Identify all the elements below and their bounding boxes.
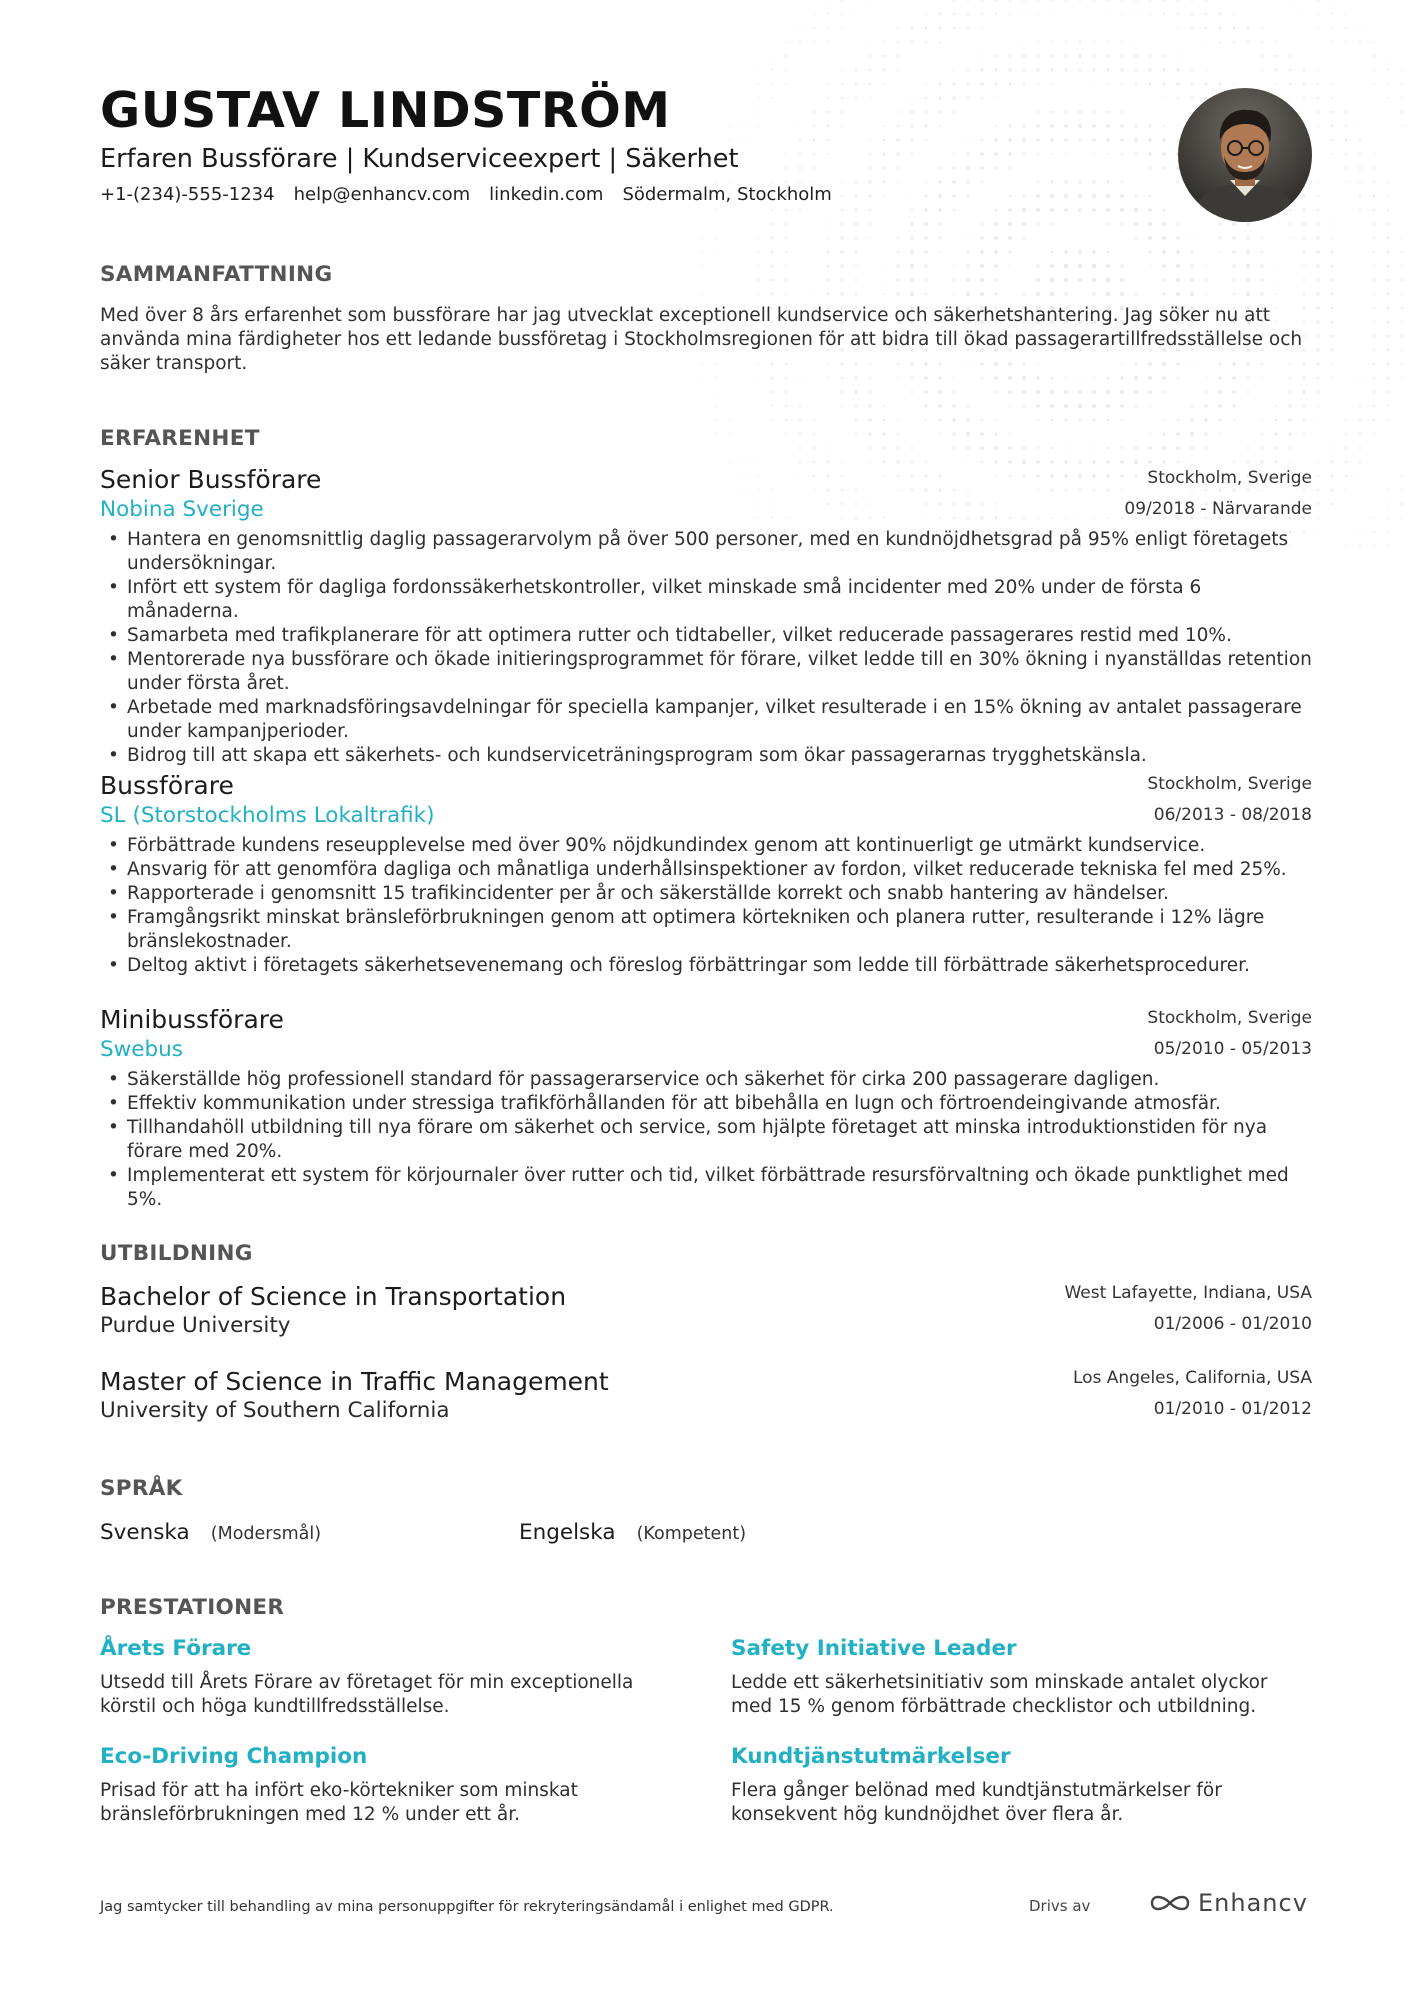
language-item: [100, 1520, 321, 1545]
bullet-item: • Infört ett system för dagliga fordonssäkerhetskontroller, vilket minskade små incidenter med 20% under de första 6 månaderna.: [100, 576, 1312, 624]
job-location: Stockholm, Sverige: [1147, 1008, 1312, 1028]
school-name: Purdue University: [100, 1313, 291, 1338]
achievement-item: [100, 1744, 660, 1827]
job-dates: 06/2013 - 08/2018: [1153, 805, 1312, 825]
bullet-item: • Effektiv kommunikation under stressiga trafikförhållanden för att bibehålla en lugn och förtroendeingivande atmosfär.: [100, 1092, 1312, 1116]
bullet-item: • Tillhandahöll utbildning till nya förare om säkerhet och service, som hjälpte företaget att minska introduktionstiden för nya förare med 20%.: [100, 1116, 1312, 1164]
job-dates: 05/2010 - 05/2013: [1153, 1039, 1312, 1059]
company-name: Nobina Sverige: [100, 497, 264, 522]
education-location: West Lafayette, Indiana, USA: [1064, 1283, 1312, 1303]
language-name: Engelska: [519, 1520, 616, 1545]
email[interactable]: help@enhancv.com: [293, 184, 471, 205]
enhancv-brand[interactable]: [1148, 1889, 1308, 1917]
achievement-title: Årets Förare: [100, 1636, 252, 1661]
school-name: University of Southern California: [100, 1398, 450, 1423]
experience-entry: [100, 771, 1312, 978]
experience-entry: [100, 1005, 1312, 1212]
job-location: Stockholm, Sverige: [1147, 468, 1312, 488]
achievement-title: Kundtjänstutmärkelser: [731, 1744, 1011, 1769]
enhancv-logo-icon: [1148, 1891, 1192, 1915]
powered-by-label: Drivs av: [1029, 1897, 1091, 1915]
job-dates: 09/2018 - Närvarande: [1124, 499, 1312, 519]
education-location: Los Angeles, California, USA: [1072, 1368, 1312, 1388]
education-dates: 01/2006 - 01/2010: [1153, 1314, 1312, 1334]
bullet-item: • Säkerställde hög professionell standard för passagerarservice och säkerhet för cirka 200 passagerare dagligen.: [100, 1068, 1312, 1092]
achievement-description: Prisad för att ha infört eko-körtekniker som minskat bränsleförbrukningen med 12 % under ett år.: [100, 1780, 578, 1825]
education-entry: [100, 1282, 1312, 1343]
avatar: [1178, 88, 1312, 222]
headline: Erfaren Bussförare | Kundserviceexpert | Säkerhet: [100, 144, 739, 174]
company-name: Swebus: [100, 1037, 183, 1062]
job-title: Bussförare: [100, 771, 234, 800]
bullet-item: • Mentorerade nya bussförare och ökade initieringsprogrammet för förare, vilket ledde till en 30% ökning i nyanställdas retention under första året.: [100, 648, 1312, 696]
bullet-item: • Ansvarig för att genomföra dagliga och månatliga underhållsinspektioner av fordon, vilket reducerade tekniska fel med 25%.: [100, 858, 1312, 882]
brand-name: Enhancv: [1198, 1889, 1308, 1917]
resume-page: [100, 0, 1312, 1995]
degree: Bachelor of Science in Transportation: [100, 1282, 567, 1311]
language-level: (Kompetent): [636, 1524, 747, 1544]
company-name: SL (Storstockholms Lokaltrafik): [100, 803, 435, 828]
job-title: Minibussförare: [100, 1005, 284, 1034]
section-title-education: UTBILDNING: [100, 1241, 253, 1266]
bullet-item: • Förbättrade kundens reseupplevelse med över 90% nöjdkundindex genom att kontinuerligt ge utmärkt kundservice.: [100, 834, 1312, 858]
job-location: Stockholm, Sverige: [1147, 774, 1312, 794]
achievement-item: [731, 1636, 1291, 1719]
achievement-item: [100, 1636, 660, 1719]
linkedin-link[interactable]: linkedin.com: [489, 184, 604, 205]
bullet-item: • Rapporterade i genomsnitt 15 trafikincidenter per år och säkerställde korrekt och snabb hantering av händelser.: [100, 882, 1312, 906]
section-title-experience: ERFARENHET: [100, 426, 260, 451]
degree: Master of Science in Traffic Management: [100, 1367, 609, 1396]
section-title-summary: SAMMANFATTNING: [100, 262, 333, 287]
bullet-item: • Hantera en genomsnittlig daglig passagerarvolym på över 500 personer, med en kundnöjdhetsgrad på 95% enligt företagets undersökningar.: [100, 528, 1312, 576]
location: Södermalm, Stockholm: [622, 184, 832, 205]
bullet-list: [100, 1068, 1312, 1212]
job-title: Senior Bussförare: [100, 465, 322, 494]
section-title-languages: SPRÅK: [100, 1476, 183, 1501]
achievement-title: Safety Initiative Leader: [731, 1636, 1017, 1661]
avatar-photo-icon: [1178, 88, 1312, 222]
summary-text: Med över 8 års erfarenhet som bussförare har jag utvecklat exceptionell kundservice och säkerhetshantering. Jag söker nu att använda mina färdigheter hos ett ledande bussföretag i Stockholmsregionen för att bidra till ökad passagerartillfredsställelse och säker transport.: [100, 305, 1303, 374]
achievement-title: Eco-Driving Champion: [100, 1744, 368, 1769]
education-entry: [100, 1367, 1312, 1428]
contact-line: [100, 184, 832, 205]
achievement-description: Flera gånger belönad med kundtjänstutmärkelser för konsekvent hög kundnöjdhet över flera år.: [731, 1780, 1222, 1825]
achievement-item: [731, 1744, 1291, 1827]
achievement-description: Ledde ett säkerhetsinitiativ som minskade antalet olyckor med 15 % genom förbättrade checklistor och utbildning.: [731, 1672, 1268, 1717]
language-name: Svenska: [100, 1520, 190, 1545]
bullet-list: [100, 528, 1312, 768]
achievement-description: Utsedd till Årets Förare av företaget för min exceptionella körstil och höga kundtillfredsställelse.: [100, 1672, 634, 1717]
experience-entry: [100, 465, 1312, 768]
bullet-item: • Implementerat ett system för körjournaler över rutter och tid, vilket förbättrade resursförvaltning och ökade punktlighet med 5%.: [100, 1164, 1312, 1212]
bullet-item: • Arbetade med marknadsföringsavdelningar för speciella kampanjer, vilket resulterade i en 15% ökning av antalet passagerare under kampanjperioder.: [100, 696, 1312, 744]
candidate-name: GUSTAV LINDSTRÖM: [100, 82, 671, 139]
bullet-item: • Deltog aktivt i företagets säkerhetsevenemang och föreslog förbättringar som ledde till förbättrade säkerhetsprocedurer.: [100, 954, 1312, 978]
phone[interactable]: +1-(234)-555-1234: [100, 184, 275, 205]
language-item: [519, 1520, 746, 1545]
gdpr-consent: Jag samtycker till behandling av mina personuppgifter för rekryteringsändamål i enlighet med GDPR.: [100, 1899, 834, 1915]
section-title-achievements: PRESTATIONER: [100, 1595, 285, 1620]
language-level: (Modersmål): [210, 1524, 322, 1544]
bullet-list: [100, 834, 1312, 978]
education-dates: 01/2010 - 01/2012: [1153, 1399, 1312, 1419]
bullet-item: • Samarbeta med trafikplanerare för att optimera rutter och tidtabeller, vilket reducerade passagerares restid med 10%.: [100, 624, 1312, 648]
bullet-item: • Bidrog till att skapa ett säkerhets- och kundserviceträningsprogram som ökar passagerarnas trygghetskänsla.: [100, 744, 1312, 768]
bullet-item: • Framgångsrikt minskat bränsleförbrukningen genom att optimera körtekniken och planera rutter, resulterande i 12% lägre bränslekostnader.: [100, 906, 1312, 954]
